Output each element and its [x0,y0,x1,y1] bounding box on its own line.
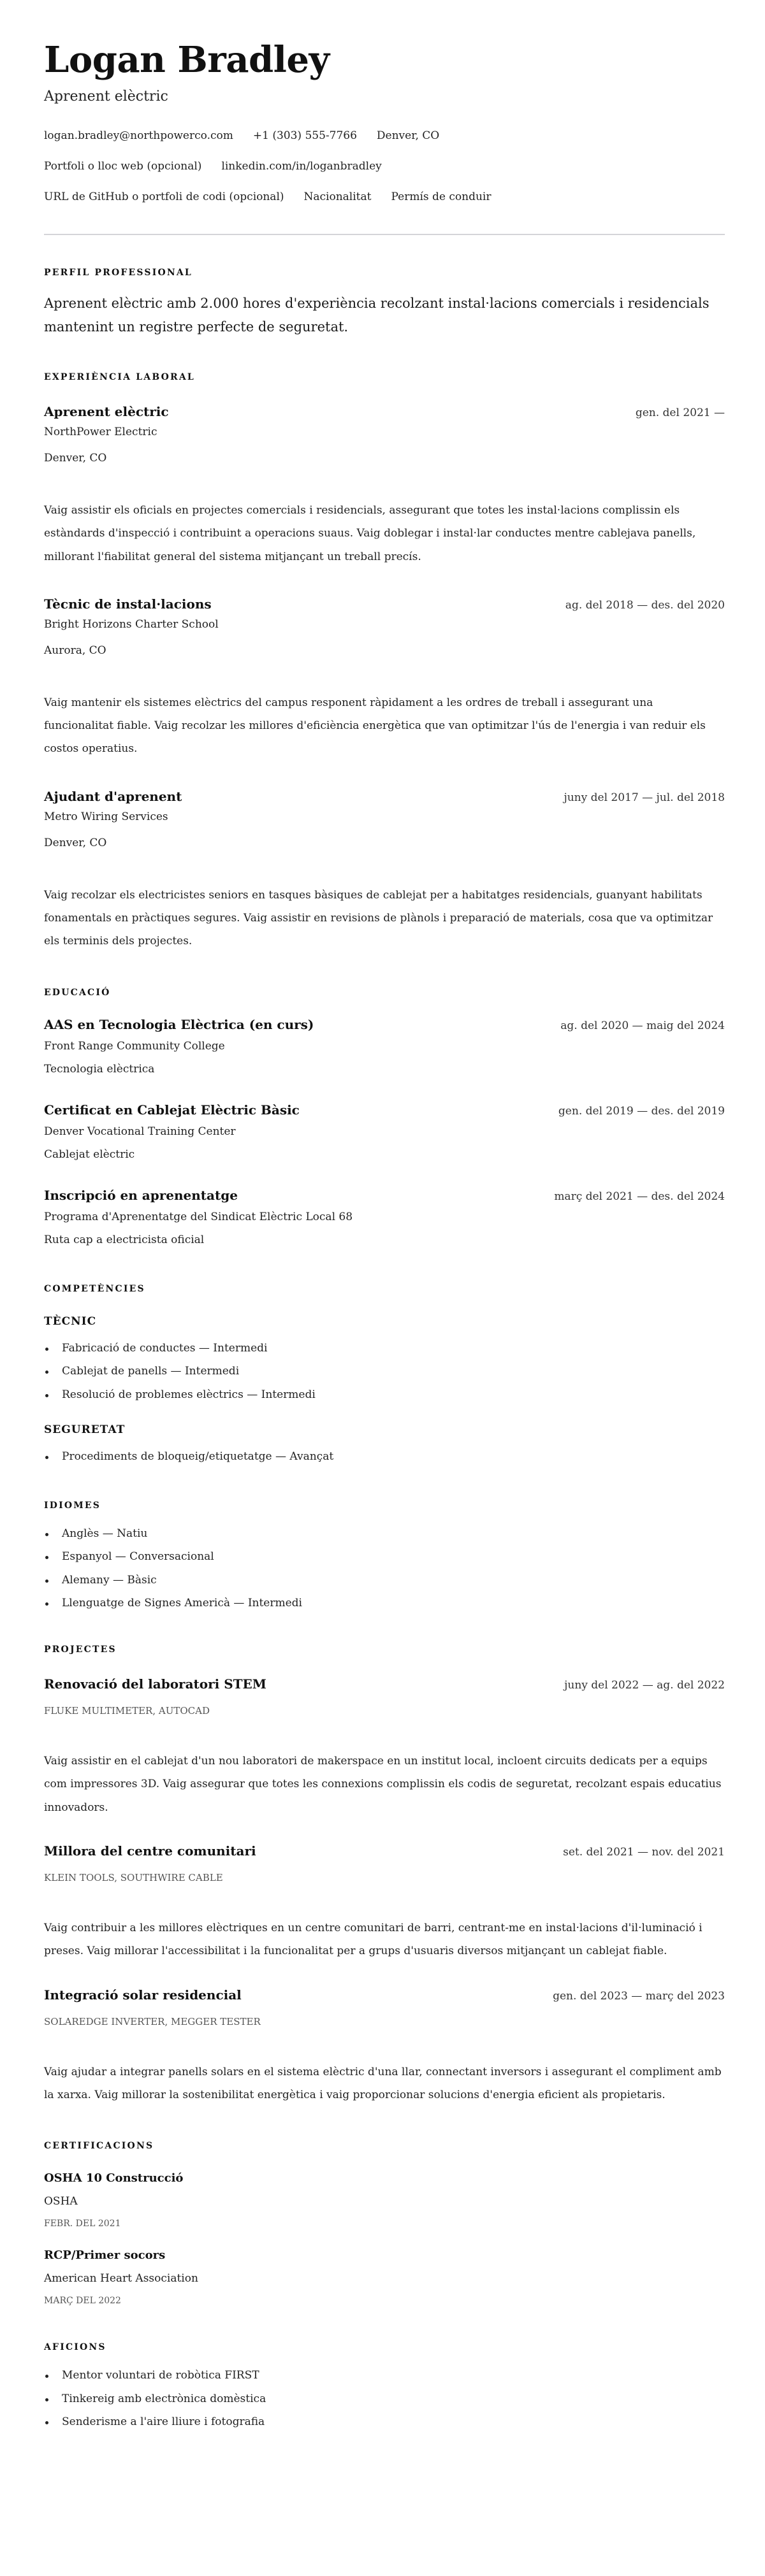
project-description: Vaig ajudar a integrar panells solars en el sistema elèctric d'una llar, connectant inversors i assegurant el compliment amb la xarxa. Vaig millorar la sostenibilitat energètica i vaig proporcionar solucions d'energia eficient als propietaris. [44,2065,722,2101]
skill-category: SEGURETAT [44,1423,126,1436]
company: NorthPower Electric [44,426,157,438]
entry-dates: ag. del 2020 — maig del 2024 [560,1019,725,1032]
certification-entry [44,2248,725,2307]
certification-issuer: OSHA [44,2195,78,2208]
skill-category: TÈCNIC [44,1314,97,1328]
education-entry [44,1101,725,1162]
section-heading-education: EDUCACIÓ [44,987,111,998]
project-description: Vaig contribuir a les millores elèctriques en un centre comunitari de barri, centrant-me en instal·lacions d'il·luminació i preses. Vaig millorar l'accessibilitat i la funcionalitat per a grups d'usuaris diversos mitjançant un cablejat fiable. [44,1922,703,1958]
candidate-name: Logan Bradley [44,39,330,81]
project-tools: SOLAREDGE INVERTER, MEGGER TESTER [44,2015,261,2027]
job-description: Vaig recolzar els electricistes seniors en tasques bàsiques de cablejat per a habitatges residencials, guanyant habilitats fonamentals en pràctiques segures. Vaig assistir en revisions de plànols i preparació de materials, cosa que va optimitzar els terminis dels projectes. [44,888,713,948]
project-entry [44,1986,725,2107]
certification-title: RCP/Primer socors [44,2249,166,2263]
field-of-study: Tecnologia elèctrica [44,1062,155,1076]
entry-dates: març del 2021 — des. del 2024 [554,1190,725,1203]
certification-title: OSHA 10 Construcció [44,2171,184,2185]
entry-header [44,1675,725,1693]
entry-title: Aprenent elèctric [44,404,169,419]
project-description: Vaig assistir en el cablejat d'un nou laboratori de makerspace en un institut local, incloent circuits dedicats per a equips com impressores 3D. Vaig assegurar que totes les connexions complissin els codis de seguretat, recolzant espais educatius innovadors. [44,1755,722,1814]
skill-list [44,1449,725,1464]
company: Metro Wiring Services [44,810,168,823]
institution: Front Range Community College [44,1039,225,1053]
entry-header [44,1016,725,1033]
entry-dates: juny del 2022 — ag. del 2022 [564,1679,725,1692]
certification-entry [44,2171,725,2230]
entry-header [44,595,725,613]
driving-license: Permís de conduir [391,191,492,203]
language-item: Espanyol — Conversacional [62,1549,725,1564]
certification-date: MARÇ DEL 2022 [44,2296,121,2306]
section-heading-projects: PROJECTES [44,1644,117,1655]
field-of-study: Cablejat elèctric [44,1148,135,1161]
hobby-item: Mentor voluntari de robòtica FIRST [62,2368,725,2383]
field-of-study: Ruta cap a electricista oficial [44,1233,205,1246]
entry-title: Integració solar residencial [44,1987,242,2003]
language-item: Anglès — Natiu [62,1526,725,1541]
location: Denver, CO [376,129,440,142]
phone[interactable]: +1 (303) 555-7766 [252,129,357,142]
entry-dates: gen. del 2021 — [635,407,725,419]
experience-entry [44,403,725,568]
contact-row [44,159,725,174]
project-tools: FLUKE MULTIMETER, AUTOCAD [44,1705,210,1717]
skill-item: Procediments de bloqueig/etiquetatge — Avançat [62,1449,725,1464]
section-heading-experience: EXPERIÈNCIA LABORAL [44,372,195,382]
contact-row [44,128,725,143]
institution: Denver Vocational Training Center [44,1125,236,1138]
experience-list [44,403,725,953]
header-divider [44,234,725,235]
language-item: Llenguatge de Signes Americà — Intermedi [62,1595,725,1611]
skills-list [44,1314,725,1464]
skill-item: Fabricació de conductes — Intermedi [62,1341,725,1356]
certification-issuer: American Heart Association [44,2272,198,2285]
section-heading-summary: PERFIL PROFESSIONAL [44,268,193,278]
certification-date: FEBR. DEL 2021 [44,2219,121,2229]
language-item: Alemany — Bàsic [62,1572,725,1588]
entry-title: Tècnic de instal·lacions [44,596,212,612]
entry-dates: gen. del 2019 — des. del 2019 [558,1104,725,1118]
section-heading-hobbies: AFICIONS [44,2342,106,2353]
entry-title: Millora del centre comunitari [44,1843,256,1859]
entry-header [44,1986,725,2004]
job-location: Denver, CO [44,452,107,464]
hobby-item: Senderisme a l'aire lliure i fotografia [62,2414,725,2429]
entry-dates: gen. del 2023 — març del 2023 [553,1989,725,2003]
entry-dates: juny del 2017 — jul. del 2018 [564,791,725,804]
entry-title: AAS en Tecnologia Elèctrica (en curs) [44,1016,314,1032]
skill-item: Resolució de problemes elèctrics — Intermedi [62,1387,725,1402]
skill-list [44,1341,725,1402]
section-heading-skills: COMPETÈNCIES [44,1283,145,1294]
company: Bright Horizons Charter School [44,617,219,631]
education-list [44,1016,725,1248]
skill-item: Cablejat de panells — Intermedi [62,1364,725,1379]
job-location: Aurora, CO [44,644,106,657]
github-link[interactable]: URL de GitHub o portfoli de codi (opcional) [44,191,284,203]
hobby-item: Tinkereig amb electrònica domèstica [62,2391,725,2407]
entry-title: Inscripció en aprenentatge [44,1187,238,1203]
project-tools: KLEIN TOOLS, SOUTHWIRE CABLE [44,1872,223,1884]
job-description: Vaig mantenir els sistemes elèctrics del campus responent ràpidament a les ordres de treball i assegurant una funcionalitat fiable. Vaig recolzar les millores d'eficiència energètica que van optimitzar l'ús de l'energia i van reduir els costos operatius. [44,696,706,756]
project-entry [44,1842,725,1963]
section-heading-languages: IDIOMES [44,1500,101,1511]
project-entry [44,1675,725,1819]
nationality: Nacionalitat [303,191,372,203]
entry-header [44,1186,725,1204]
entry-header [44,788,725,805]
experience-entry [44,595,725,761]
entry-dates: set. del 2021 — nov. del 2021 [563,1846,725,1859]
section-heading-certifications: CERTIFICACIONS [44,2141,154,2152]
resume [0,40,765,2429]
entry-title: Certificat en Cablejat Elèctric Bàsic [44,1102,300,1118]
hobbies-list [44,2368,725,2429]
candidate-role: Aprenent elèctric [44,89,168,104]
projects-list [44,1675,725,2106]
entry-header [44,403,725,421]
email-link[interactable]: logan.bradley@northpowerco.com [44,129,233,142]
entry-title: Ajudant d'aprenent [44,788,182,804]
education-entry [44,1186,725,1248]
job-location: Denver, CO [44,836,107,849]
entry-header [44,1842,725,1860]
entry-dates: ag. del 2018 — des. del 2020 [565,598,725,612]
job-description: Vaig assistir els oficials en projectes comercials i residencials, assegurant que totes les instal·lacions complissin els estàndards d'inspecció i contribuint a operacions suaus. Vaig doblegar i instal·lar conductes mentre cablejava panells, millorant l'fiabilitat general del sistema mitjançant un treball precís. [44,504,696,563]
summary-text: Aprenent elèctric amb 2.000 hores d'experiència recolzant instal·lacions comercials i residencials mantenint un registre perfecte de seguretat. [44,296,710,335]
experience-entry [44,788,725,953]
entry-title: Renovació del laboratori STEM [44,1676,266,1692]
education-entry [44,1016,725,1077]
institution: Programa d'Aprenentatge del Sindicat Elèctric Local 68 [44,1210,353,1223]
certifications-list [44,2171,725,2307]
contact-row [44,189,725,205]
portfolio-link[interactable]: Portfoli o lloc web (opcional) [44,160,202,173]
linkedin-link[interactable]: linkedin.com/in/loganbradley [221,160,382,173]
entry-header [44,1101,725,1119]
languages-list [44,1526,725,1611]
